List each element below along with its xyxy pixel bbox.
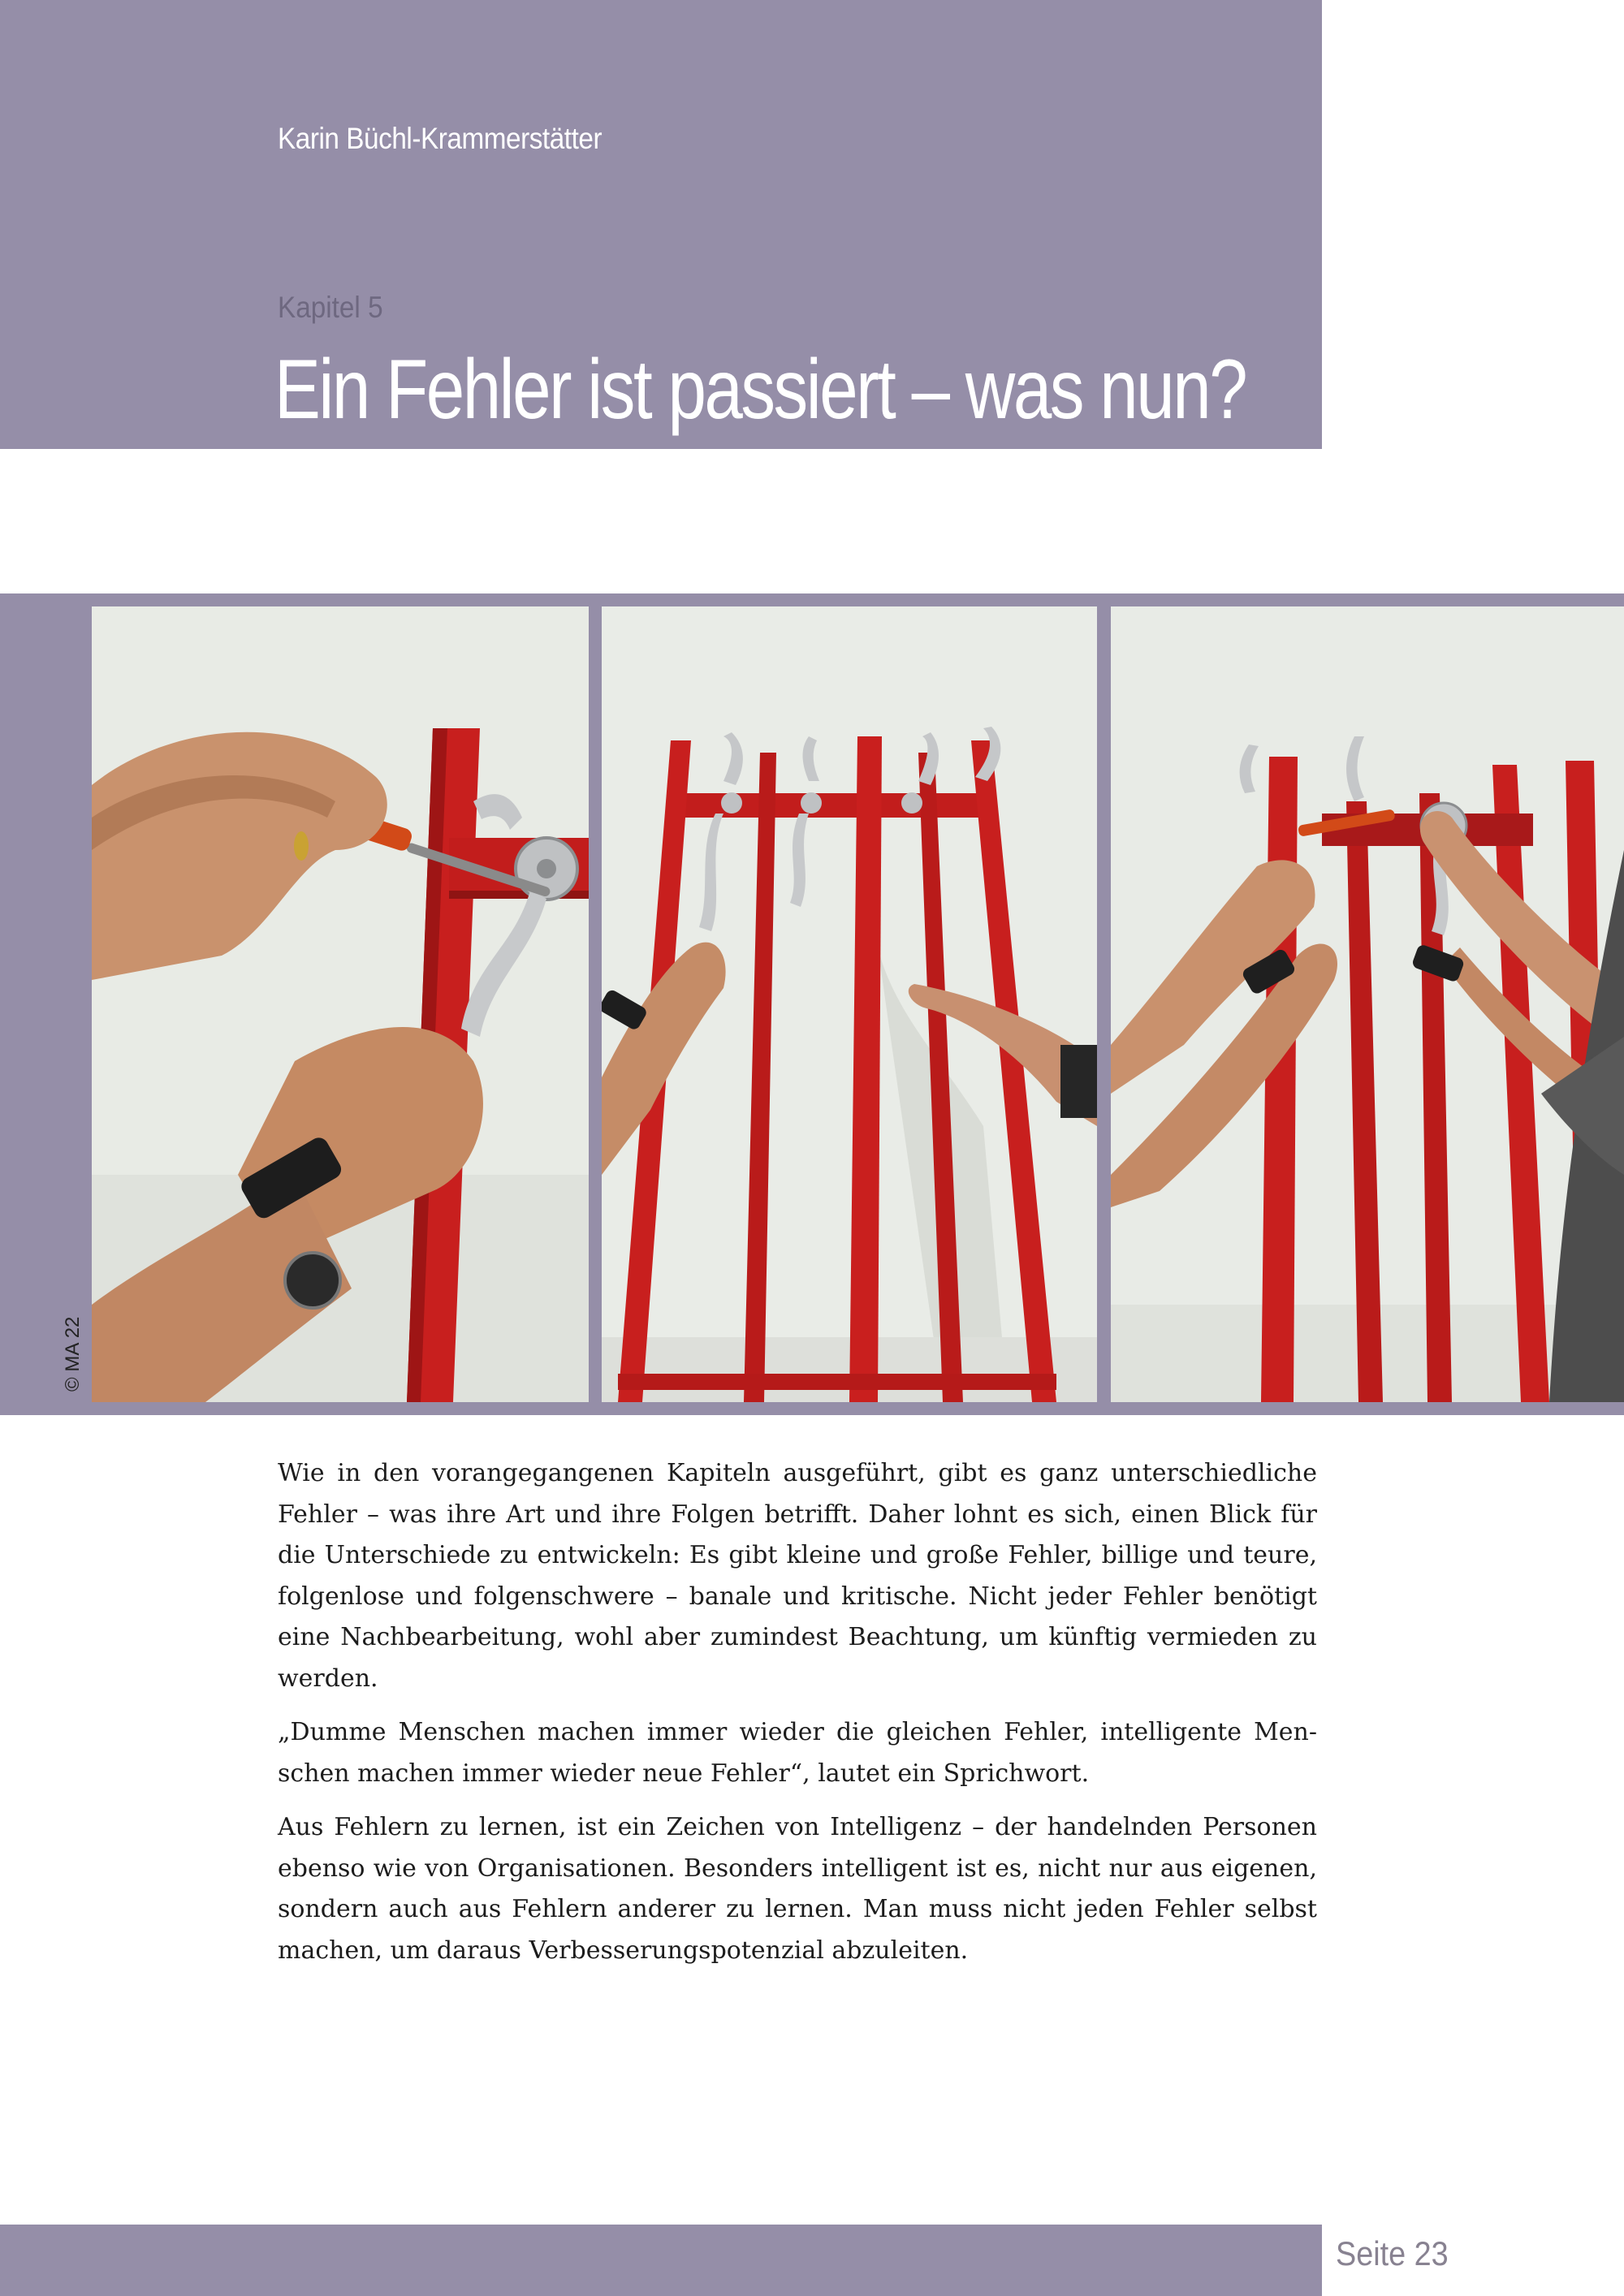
photo-team-fixing [1111, 606, 1624, 1402]
photo-rack-hands [602, 606, 1097, 1402]
photo-screwing-hook [92, 606, 589, 1402]
paragraph-2: „Dumme Menschen machen immer wieder die gleichen Fehler, intelligente Menschen machen immer wieder neue Fehler“, lautet ein Sprichwort. [278, 1718, 1317, 1788]
paragraph-1: Wie in den vorangegangenen Kapiteln ausgeführt, gibt es ganz unterschiedliche Fehler – was ihre Art und ihre Folgen betrifft. Daher lohnt es sich, einen Blick für die Unterschiede zu entwickeln: Es gibt kleine und große Fehler, billige und teure, folgenlose und folgenschwere – banale und kritische. Nicht jeder Fehler benötigt eine Nachbearbeitung, wohl aber zumindest Beachtung, um künftig vermieden zu werden. [278, 1459, 1317, 1693]
chapter-title: Ein Fehler ist passiert – was nun? [274, 343, 1246, 437]
body-text [278, 1453, 1317, 1984]
page-number: Seite 23 [1336, 2234, 1449, 2272]
author-name: Karin Büchl-Krammerstätter [278, 122, 603, 155]
footer-band [0, 2225, 1322, 2296]
paragraph-3: Aus Fehlern zu lernen, ist ein Zeichen von Intelligenz – der handelnden Personen ebenso wie von Organisationen. Besonders intelligent ist es, nicht nur aus eigenen, sondern auch aus Fehlern anderer zu lernen. Man muss nicht jeden Fehler selbst machen, um daraus Verbesserungspotenzial abzuleiten. [278, 1813, 1317, 1965]
chapter-label: Kapitel 5 [278, 291, 383, 324]
photo-credit: © MA 22 [62, 1316, 84, 1392]
